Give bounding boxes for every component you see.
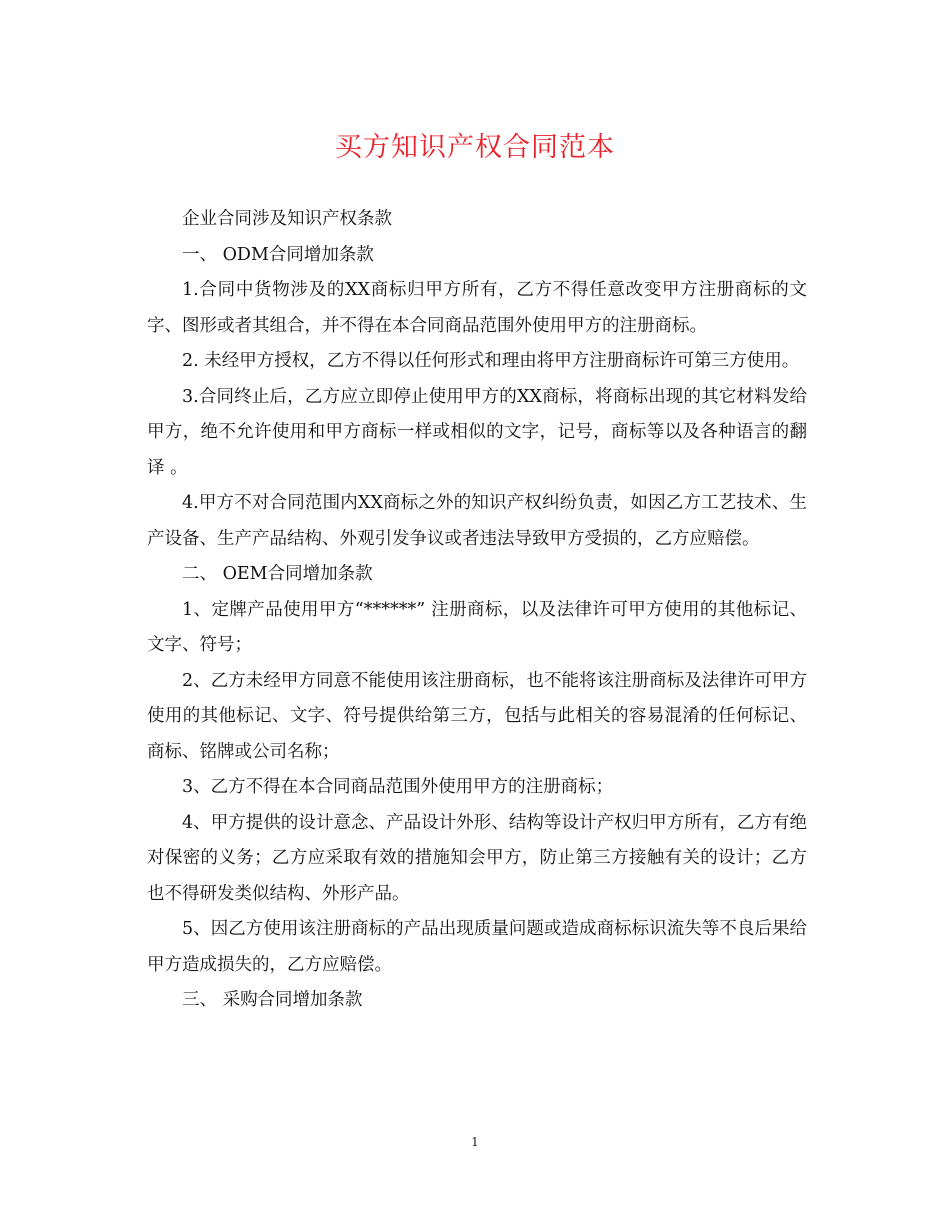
document-title: 买方知识产权合同范本 <box>335 132 615 163</box>
odm-clause-2: 2. 未经甲方授权，乙方不得以任何形式和理由将甲方注册商标许可第三方使用。 <box>182 351 800 371</box>
section-heading-oem: 二、 OEM合同增加条款 <box>182 564 373 584</box>
odm-clause-1: 1.合同中货物涉及的XX商标归甲方所有，乙方不得任意改变甲方注册商标的文字、图形或者其组合，并不得在本合同商品范围外使用甲方的注册商标。 <box>147 280 807 336</box>
odm-clause-4: 4.甲方不对合同范围内XX商标之外的知识产权纠纷负责，如因乙方工艺技术、生产设备、生产产品结构、外观引发争议或者违法导致甲方受损的，乙方应赔偿。 <box>147 493 807 549</box>
document-body <box>147 202 807 1019</box>
oem-clause-1: 1、定牌产品使用甲方“******” 注册商标，以及法律许可甲方使用的其他标记、文字、符号； <box>147 599 807 655</box>
page-number: 1 <box>471 1135 479 1149</box>
oem-clause-5: 5、因乙方使用该注册商标的产品出现质量问题或造成商标标识流失等不良后果给甲方造成损失的，乙方应赔偿。 <box>147 919 807 975</box>
oem-clause-3: 3、乙方不得在本合同商品范围外使用甲方的注册商标； <box>182 777 614 797</box>
oem-clause-2: 2、乙方未经甲方同意不能使用该注册商标，也不能将该注册商标及法律许可甲方使用的其他标记、文字、符号提供给第三方，包括与此相关的容易混淆的任何标记、商标、铭牌或公司名称； <box>147 670 807 762</box>
section-intro: 企业合同涉及知识产权条款 <box>182 209 392 229</box>
section-heading-odm: 一、 ODM合同增加条款 <box>182 244 374 265</box>
oem-clause-4: 4、甲方提供的设计意念、产品设计外形、结构等设计产权归甲方所有，乙方有绝对保密的义务；乙方应采取有效的措施知会甲方，防止第三方接触有关的设计；乙方也不得研发类似结构、外形产品。 <box>147 812 807 904</box>
odm-clause-3: 3.合同终止后，乙方应立即停止使用甲方的XX商标，将商标出现的其它材料发给甲方，绝不允许使用和甲方商标一样或相似的文字，记号，商标等以及各种语言的翻译 。 <box>147 386 807 478</box>
section-heading-purchase: 三、 采购合同增加条款 <box>182 990 363 1010</box>
